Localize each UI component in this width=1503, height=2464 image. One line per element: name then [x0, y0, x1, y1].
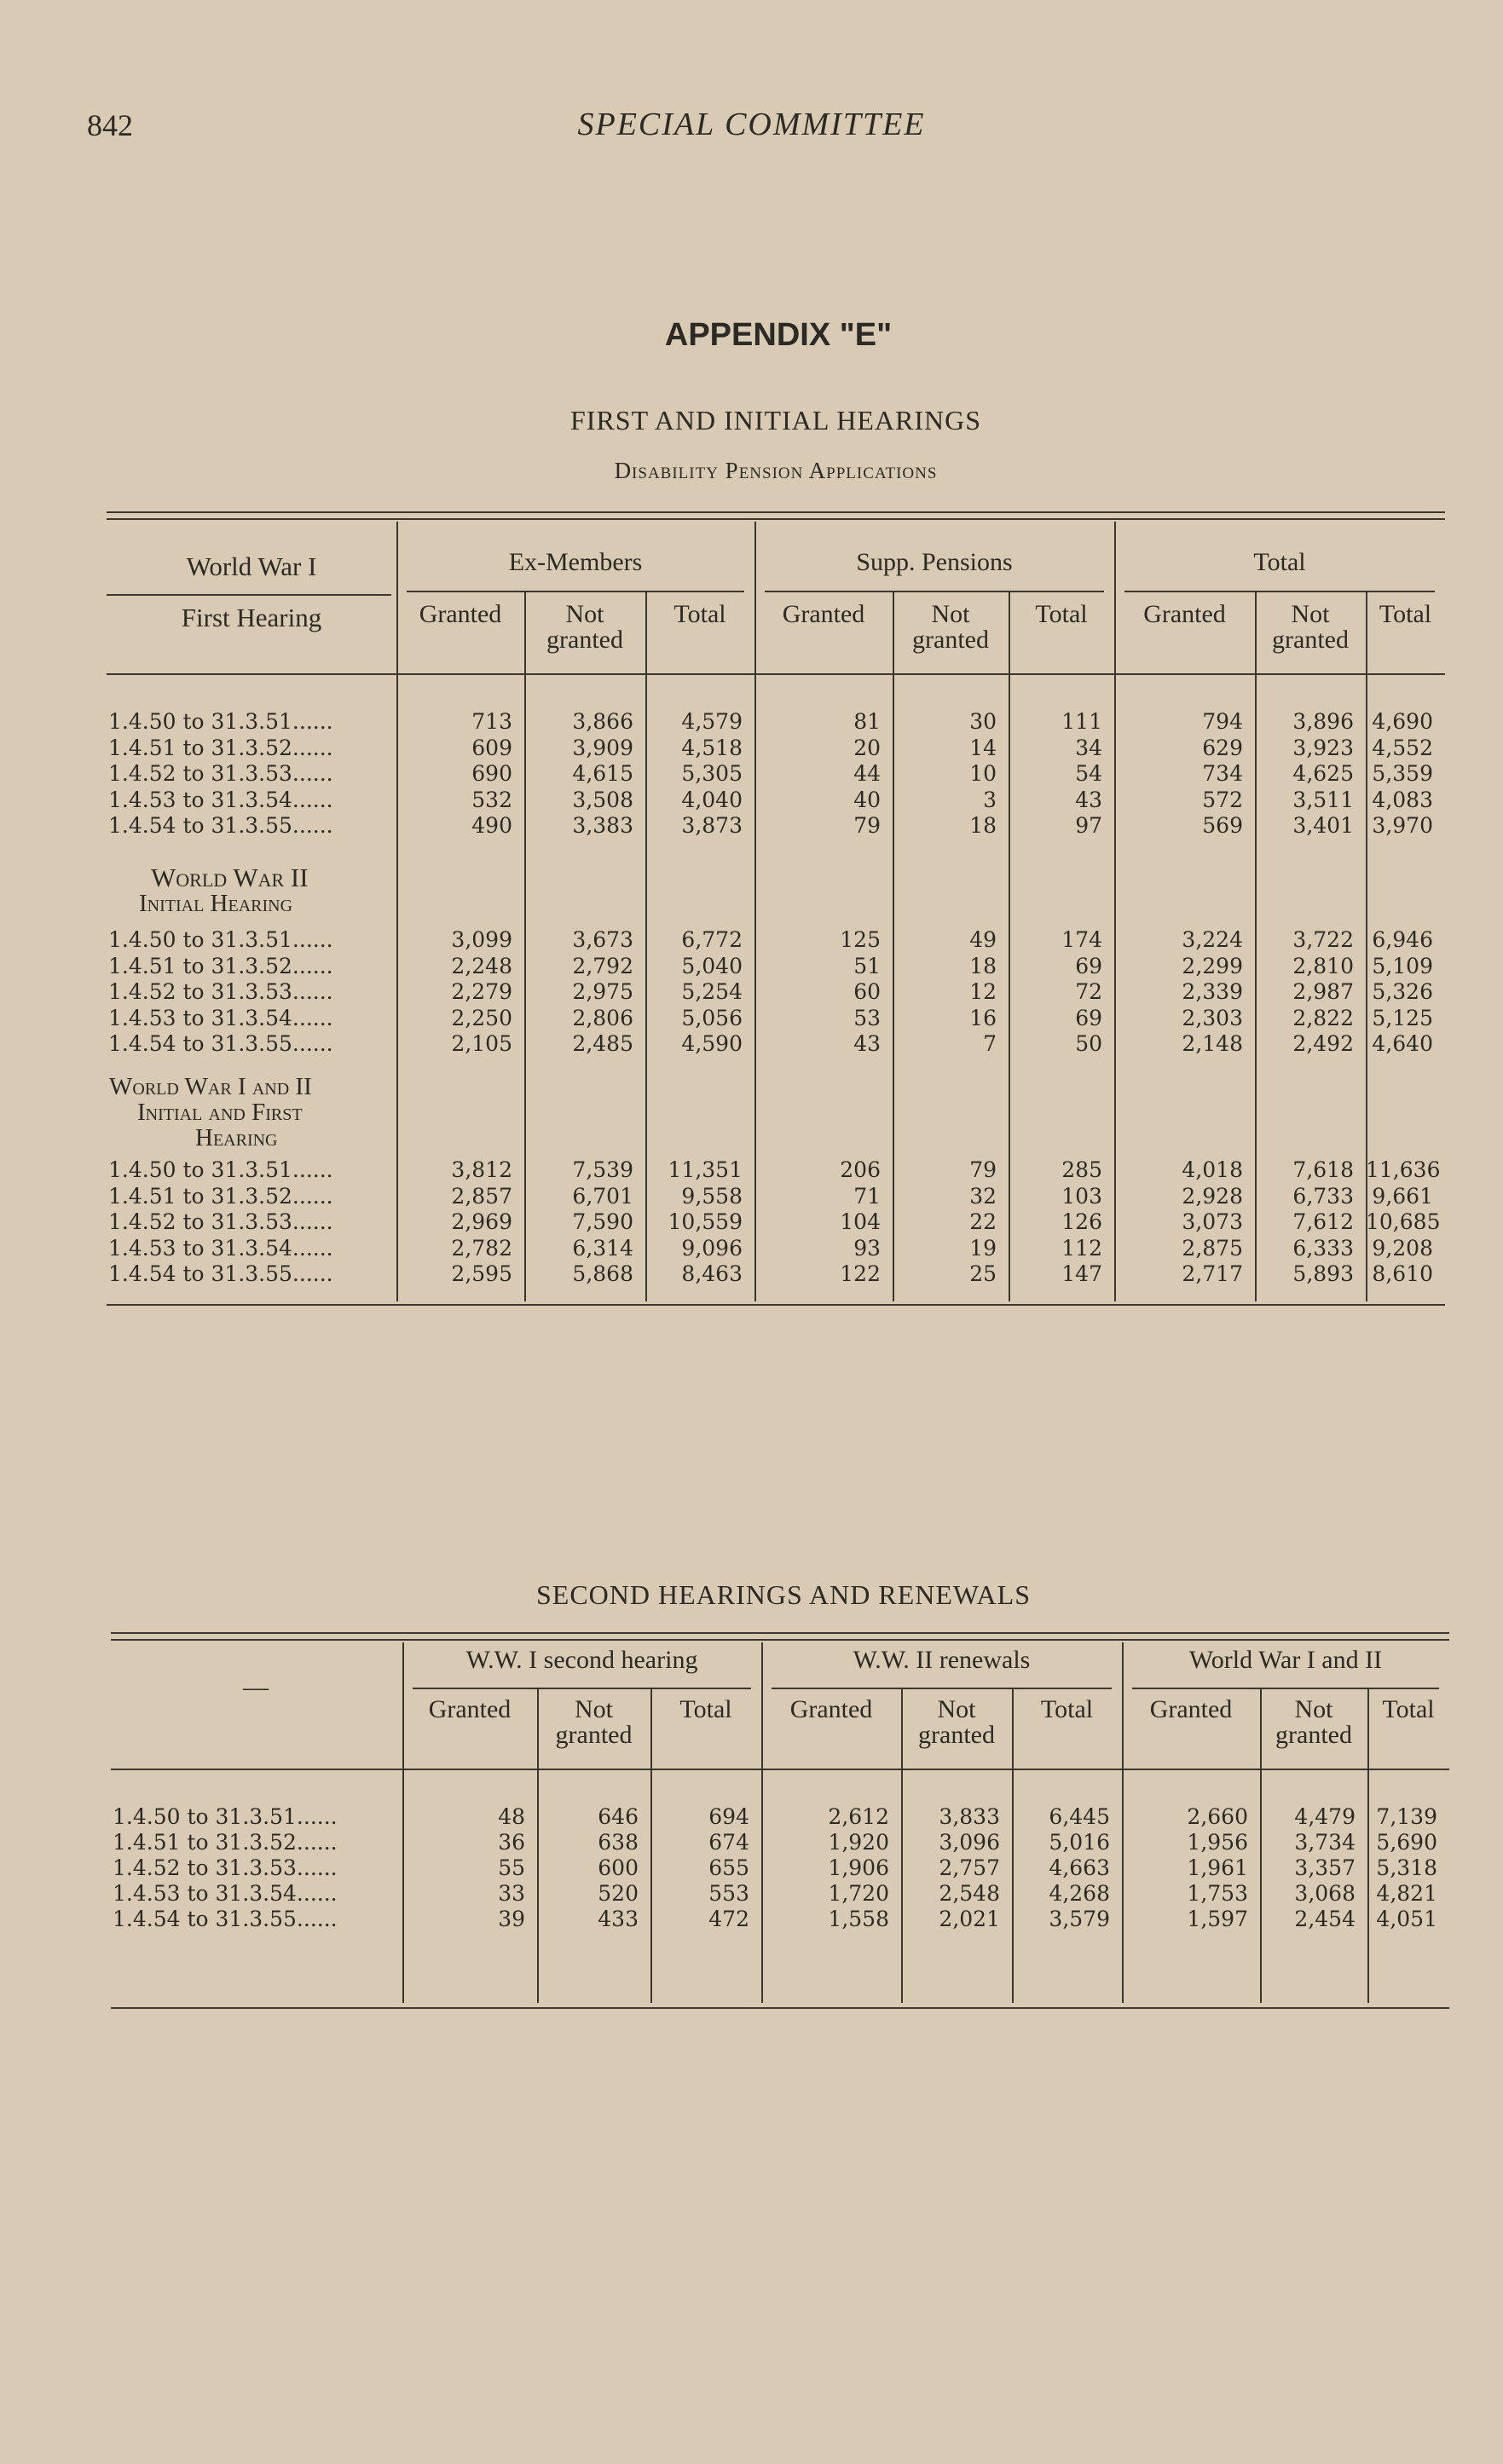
table1-cell: 34: [1075, 735, 1102, 760]
table1-bottom-rule: [107, 1304, 1445, 1306]
table1-cell: 81: [853, 709, 881, 734]
table1-row-label: 1.4.52 to 31.3.53......: [108, 979, 333, 1004]
table1-cell: 69: [1075, 1005, 1102, 1030]
table1-row-label: 1.4.52 to 31.3.53......: [108, 1209, 333, 1234]
table1-cell: 2,928: [1182, 1183, 1243, 1209]
table1-cell: 4,640: [1372, 1031, 1433, 1056]
table1-cell: 126: [1061, 1209, 1102, 1234]
table2-subhead-granted: Granted: [428, 1695, 512, 1723]
table2-stub-head: —: [243, 1673, 269, 1701]
table1-cell: 11,636: [1366, 1157, 1441, 1182]
table1-cell: 79: [853, 813, 881, 838]
table2-cell: 1,956: [1187, 1830, 1248, 1855]
table2-row-label: 1.4.52 to 31.3.53......: [113, 1855, 338, 1880]
table1-row-label: 1.4.54 to 31.3.55......: [108, 813, 333, 838]
table2-cell: 1,558: [828, 1907, 889, 1931]
table2-group-head: World War I and II: [1188, 1646, 1383, 1674]
table2-cell: 2,757: [939, 1855, 1000, 1880]
table2-cell: 1,597: [1187, 1907, 1248, 1931]
table1-cell: 5,040: [681, 953, 743, 978]
table2-top-rule: [111, 1632, 1449, 1634]
table1-subhead-not: Not: [931, 600, 970, 628]
table1-cell: 8,610: [1372, 1261, 1433, 1286]
table1-cell: 2,303: [1182, 1005, 1243, 1030]
table2-group-head: W.W. II renewals: [853, 1646, 1031, 1674]
table2-cell: 1,720: [828, 1881, 889, 1906]
table2-cell: 2,660: [1187, 1804, 1248, 1829]
table1-stub-head-top: World War I: [186, 551, 317, 581]
table1-subhead-total: Total: [1379, 600, 1432, 628]
table1-cell: 11,351: [668, 1157, 743, 1182]
table2-cell: 5,690: [1376, 1830, 1437, 1855]
table1-cell: 54: [1075, 761, 1102, 786]
table1-cell: 22: [969, 1209, 997, 1234]
table1-cell: 2,975: [572, 979, 633, 1004]
table1-cell: 3,099: [451, 927, 512, 952]
table1-cell: 53: [853, 1005, 881, 1030]
table2-cell: 4,479: [1294, 1804, 1356, 1829]
table1-cell: 122: [840, 1261, 881, 1286]
table1-section-heading: World War II: [151, 863, 309, 892]
table1-cell: 3,812: [451, 1157, 512, 1182]
table1-cell: 2,595: [451, 1261, 512, 1286]
table1-cell: 2,105: [451, 1031, 512, 1056]
table1-cell: 10,685: [1366, 1209, 1441, 1234]
table1-group-head: Ex-Members: [508, 548, 643, 576]
table1-cell: 2,148: [1182, 1031, 1243, 1056]
table1-cell: 6,733: [1292, 1183, 1354, 1209]
table1-subhead-granted: Granted: [782, 600, 865, 628]
table2-top-rule-2: [111, 1639, 1449, 1641]
table2-cell: 694: [708, 1804, 749, 1829]
table1-cell: 3,401: [1292, 813, 1354, 838]
table1-title: FIRST AND INITIAL HEARINGS: [570, 405, 981, 436]
running-title: SPECIAL COMMITTEE: [577, 107, 926, 142]
table1-cell: 43: [1075, 787, 1102, 812]
table1-cell: 93: [853, 1235, 881, 1261]
table2-cell: 472: [708, 1907, 749, 1931]
table2-subhead-total: Total: [1382, 1695, 1435, 1723]
table1-stub-head-bottom: First Hearing: [181, 603, 322, 632]
table1-cell: 72: [1075, 979, 1102, 1004]
table1-cell: 12: [969, 979, 997, 1004]
table1-cell: 2,250: [451, 1005, 512, 1030]
table1-section-heading: World War I and II: [109, 1073, 312, 1100]
table1-subhead-granted: Granted: [1143, 600, 1226, 628]
table1-stub-head-rule: [107, 594, 391, 596]
table1-cell: 125: [840, 927, 881, 952]
table2-cell: 39: [498, 1907, 525, 1931]
table1-group-underline: [407, 591, 744, 592]
table1-group-head: Total: [1253, 548, 1306, 576]
table1-cell: 2,279: [451, 979, 512, 1004]
table1-cell: 690: [471, 761, 512, 786]
table1-cell: 2,857: [451, 1183, 512, 1209]
table1-cell: 2,810: [1292, 953, 1354, 978]
table1-cell: 6,333: [1292, 1235, 1354, 1261]
table2-cell: 655: [708, 1855, 749, 1880]
table2-group-head: W.W. I second hearing: [465, 1646, 698, 1674]
table1-cell: 7,590: [572, 1209, 633, 1234]
table1-section-heading: Initial Hearing: [139, 890, 293, 917]
table2-bottom-rule: [111, 2007, 1449, 2009]
table1-cell: 5,109: [1372, 953, 1433, 978]
table2-row-label: 1.4.51 to 31.3.52......: [113, 1830, 338, 1855]
table2-cell: 4,051: [1376, 1907, 1437, 1931]
table1-cell: 2,717: [1182, 1261, 1243, 1286]
table1-row-label: 1.4.54 to 31.3.55......: [108, 1261, 333, 1286]
table2-group-underline: [413, 1688, 751, 1689]
table1-cell: 6,772: [681, 927, 743, 952]
table1-cell: 532: [471, 787, 512, 812]
table1-cell: 5,868: [572, 1261, 633, 1286]
table2-cell: 2,454: [1294, 1907, 1356, 1931]
table2-cell: 55: [498, 1855, 525, 1880]
table1-cell: 2,339: [1182, 979, 1243, 1004]
table1-cell: 18: [969, 813, 997, 838]
table2-cell: 3,734: [1294, 1830, 1356, 1855]
table1-cell: 2,782: [451, 1235, 512, 1261]
table2-row-label: 1.4.54 to 31.3.55......: [113, 1907, 338, 1931]
table1-cell: 3,673: [572, 927, 633, 952]
table2-header-rule: [111, 1769, 1449, 1770]
table1-header-rule: [107, 673, 1445, 675]
table1-cell: 285: [1061, 1157, 1102, 1182]
table1-row-label: 1.4.53 to 31.3.54......: [108, 1005, 333, 1030]
table1-cell: 7,612: [1292, 1209, 1354, 1234]
table2-subhead-granted-2: granted: [555, 1721, 633, 1749]
table2-cell: 33: [498, 1881, 525, 1906]
table1-row-label: 1.4.50 to 31.3.51......: [108, 709, 333, 734]
table2-cell: 48: [498, 1804, 525, 1829]
table1-cell: 97: [1075, 813, 1102, 838]
table1-cell: 7: [983, 1031, 997, 1056]
table1-row-label: 1.4.51 to 31.3.52......: [108, 1183, 333, 1209]
table1-subtitle: Disability Pension Applications: [614, 458, 938, 483]
table2-cell: 553: [708, 1881, 749, 1906]
table1-cell: 8,463: [681, 1261, 743, 1286]
table1-cell: 2,875: [1182, 1235, 1243, 1261]
table1-cell: 5,254: [681, 979, 743, 1004]
table1-cell: 20: [853, 735, 881, 760]
table1-group-underline: [765, 591, 1104, 592]
table1-cell: 572: [1202, 787, 1243, 812]
table1-cell: 629: [1202, 735, 1243, 760]
table1-cell: 2,806: [572, 1005, 633, 1030]
table1-cell: 43: [853, 1031, 881, 1056]
table1-cell: 4,579: [681, 709, 743, 734]
table2-cell: 3,068: [1294, 1881, 1356, 1906]
table1-top-rule: [107, 511, 1445, 513]
table1-cell: 569: [1202, 813, 1243, 838]
table1-cell: 25: [969, 1261, 997, 1286]
table1-cell: 4,615: [572, 761, 633, 786]
table2-cell: 5,318: [1376, 1855, 1437, 1880]
table2-cell: 5,016: [1049, 1830, 1110, 1855]
table2-cell: 433: [598, 1907, 639, 1931]
table1-cell: 49: [969, 927, 997, 952]
table1-cell: 2,299: [1182, 953, 1243, 978]
table2-cell: 2,612: [828, 1804, 889, 1829]
table1-subhead-granted-2: granted: [912, 626, 989, 654]
table1-cell: 6,701: [572, 1183, 633, 1209]
table1-subhead-granted: Granted: [419, 600, 502, 628]
table1-subhead-granted-2: granted: [1272, 626, 1349, 654]
table1-cell: 3,896: [1292, 709, 1354, 734]
table1-cell: 71: [853, 1183, 881, 1209]
table1-section-heading: Hearing: [195, 1124, 278, 1151]
table1-group-underline: [1124, 591, 1435, 592]
table1-row-label: 1.4.50 to 31.3.51......: [108, 927, 333, 952]
table1-cell: 794: [1202, 709, 1243, 734]
table1-row-label: 1.4.52 to 31.3.53......: [108, 761, 333, 786]
table2-cell: 4,663: [1049, 1855, 1110, 1880]
table2-cell: 6,445: [1049, 1804, 1110, 1829]
table1-cell: 7,539: [572, 1157, 633, 1182]
table2-subhead-total: Total: [1040, 1695, 1094, 1723]
table1-subhead-total: Total: [673, 600, 726, 628]
table1-cell: 3,970: [1372, 813, 1433, 838]
table2-cell: 4,821: [1376, 1881, 1437, 1906]
table1-cell: 734: [1202, 761, 1243, 786]
table2-cell: 1,961: [1187, 1855, 1248, 1880]
table1-cell: 174: [1061, 927, 1102, 952]
table1-cell: 147: [1061, 1261, 1102, 1286]
table1-cell: 609: [471, 735, 512, 760]
table1-cell: 5,056: [681, 1005, 743, 1030]
table1-cell: 4,690: [1372, 709, 1433, 734]
table1-cell: 5,359: [1372, 761, 1433, 786]
table1-cell: 3,909: [572, 735, 633, 760]
table1-cell: 60: [853, 979, 881, 1004]
table2-cell: 600: [598, 1855, 639, 1880]
table1-cell: 5,893: [1292, 1261, 1354, 1286]
table1-cell: 2,987: [1292, 979, 1354, 1004]
table1-cell: 3,722: [1292, 927, 1354, 952]
table1-cell: 4,590: [681, 1031, 743, 1056]
table1-cell: 9,558: [681, 1183, 743, 1209]
table1-cell: 44: [853, 761, 881, 786]
table1-cell: 4,083: [1372, 787, 1433, 812]
table2-cell: 3,096: [939, 1830, 1000, 1855]
table1-cell: 206: [840, 1157, 881, 1182]
table2-group-underline: [772, 1688, 1112, 1689]
table2-cell: 36: [498, 1830, 525, 1855]
table2-cell: 3,357: [1294, 1855, 1356, 1880]
table1-cell: 3,866: [572, 709, 633, 734]
table1-subhead-total: Total: [1035, 600, 1088, 628]
table1-cell: 3,511: [1292, 787, 1354, 812]
table1-cell: 3,224: [1182, 927, 1243, 952]
table1-cell: 30: [969, 709, 997, 734]
table1-cell: 50: [1075, 1031, 1102, 1056]
table1-cell: 9,096: [681, 1235, 743, 1261]
table1-cell: 490: [471, 813, 512, 838]
table1-subhead-not: Not: [565, 600, 604, 628]
table1-subhead-granted-2: granted: [546, 626, 623, 654]
table1-cell: 6,314: [572, 1235, 633, 1261]
table1-cell: 6,946: [1372, 927, 1433, 952]
table1-row-label: 1.4.53 to 31.3.54......: [108, 787, 333, 812]
table1-cell: 5,305: [681, 761, 743, 786]
table1-cell: 2,822: [1292, 1005, 1354, 1030]
table1-cell: 51: [853, 953, 881, 978]
table1-cell: 4,040: [681, 787, 743, 812]
table1-cell: 69: [1075, 953, 1102, 978]
table1-cell: 9,208: [1372, 1235, 1433, 1261]
table2-cell: 646: [598, 1804, 639, 1829]
table1-cell: 5,125: [1372, 1005, 1433, 1030]
table2-title: SECOND HEARINGS AND RENEWALS: [535, 1579, 1031, 1610]
table2-cell: 2,021: [939, 1907, 1000, 1931]
table1-cell: 32: [969, 1183, 997, 1209]
table2-subhead-granted-2: granted: [918, 1721, 995, 1749]
table1-cell: 2,248: [451, 953, 512, 978]
table1-row-label: 1.4.51 to 31.3.52......: [108, 953, 333, 978]
table1-cell: 112: [1061, 1235, 1102, 1261]
table1-cell: 2,492: [1292, 1031, 1354, 1056]
table1-cell: 713: [471, 709, 512, 734]
table2-cell: 4,268: [1049, 1881, 1110, 1906]
table2-cell: 1,920: [828, 1830, 889, 1855]
table2-subhead-not: Not: [575, 1695, 613, 1723]
table1-cell: 4,552: [1372, 735, 1433, 760]
page-number: 842: [87, 108, 133, 142]
table1-cell: 7,618: [1292, 1157, 1354, 1182]
table1-row-label: 1.4.53 to 31.3.54......: [108, 1235, 333, 1261]
table2-group-underline: [1132, 1688, 1439, 1689]
table2-row-label: 1.4.53 to 31.3.54......: [113, 1881, 338, 1906]
table2-cell: 674: [708, 1830, 749, 1855]
table2-cell: 7,139: [1376, 1804, 1437, 1829]
table2-subhead-granted: Granted: [789, 1695, 873, 1723]
table2-subhead-not: Not: [1294, 1695, 1333, 1723]
table2-cell: 2,548: [939, 1881, 1000, 1906]
table1-section-heading: Initial and First: [137, 1099, 303, 1126]
table1-cell: 9,661: [1372, 1183, 1433, 1209]
table2-cell: 3,579: [1049, 1907, 1110, 1931]
table1-cell: 3,873: [681, 813, 743, 838]
table1-cell: 2,969: [451, 1209, 512, 1234]
table1-cell: 10,559: [668, 1209, 743, 1234]
table2-cell: 1,753: [1187, 1881, 1248, 1906]
table1-cell: 16: [969, 1005, 997, 1030]
table1-row-label: 1.4.54 to 31.3.55......: [108, 1031, 333, 1056]
table1-cell: 4,625: [1292, 761, 1354, 786]
table1-cell: 79: [969, 1157, 997, 1182]
table2-cell: 3,833: [939, 1804, 1000, 1829]
table1-cell: 2,485: [572, 1031, 633, 1056]
table1-cell: 104: [840, 1209, 881, 1234]
table1-cell: 103: [1061, 1183, 1102, 1209]
table1-cell: 10: [969, 761, 997, 786]
table2-cell: 638: [598, 1830, 639, 1855]
table1-row-label: 1.4.51 to 31.3.52......: [108, 735, 333, 760]
table2-subhead-granted: Granted: [1149, 1695, 1233, 1723]
table1-cell: 3,073: [1182, 1209, 1243, 1234]
appendix-title: APPENDIX "E": [664, 317, 893, 353]
table1-cell: 3: [983, 787, 997, 812]
table1-cell: 4,518: [681, 735, 743, 760]
table1-cell: 3,383: [572, 813, 633, 838]
table1-cell: 5,326: [1372, 979, 1433, 1004]
table2-subhead-granted-2: granted: [1275, 1721, 1352, 1749]
table1-cell: 3,923: [1292, 735, 1354, 760]
table1-subhead-not: Not: [1291, 600, 1330, 628]
table1-cell: 40: [853, 787, 881, 812]
table1-cell: 4,018: [1182, 1157, 1243, 1182]
table1-cell: 14: [969, 735, 997, 760]
table1-cell: 2,792: [572, 953, 633, 978]
table1-cell: 3,508: [572, 787, 633, 812]
table1-cell: 18: [969, 953, 997, 978]
table2-cell: 520: [598, 1881, 639, 1906]
table2-subhead-not: Not: [937, 1695, 976, 1723]
table1-row-label: 1.4.50 to 31.3.51......: [108, 1157, 333, 1182]
table1-group-head: Supp. Pensions: [856, 548, 1013, 576]
table1-top-rule-2: [107, 518, 1445, 520]
table1-cell: 19: [969, 1235, 997, 1261]
table2-cell: 1,906: [828, 1855, 889, 1880]
table2-subhead-total: Total: [679, 1695, 732, 1723]
table1-cell: 111: [1061, 709, 1102, 734]
table2-row-label: 1.4.50 to 31.3.51......: [113, 1804, 338, 1829]
